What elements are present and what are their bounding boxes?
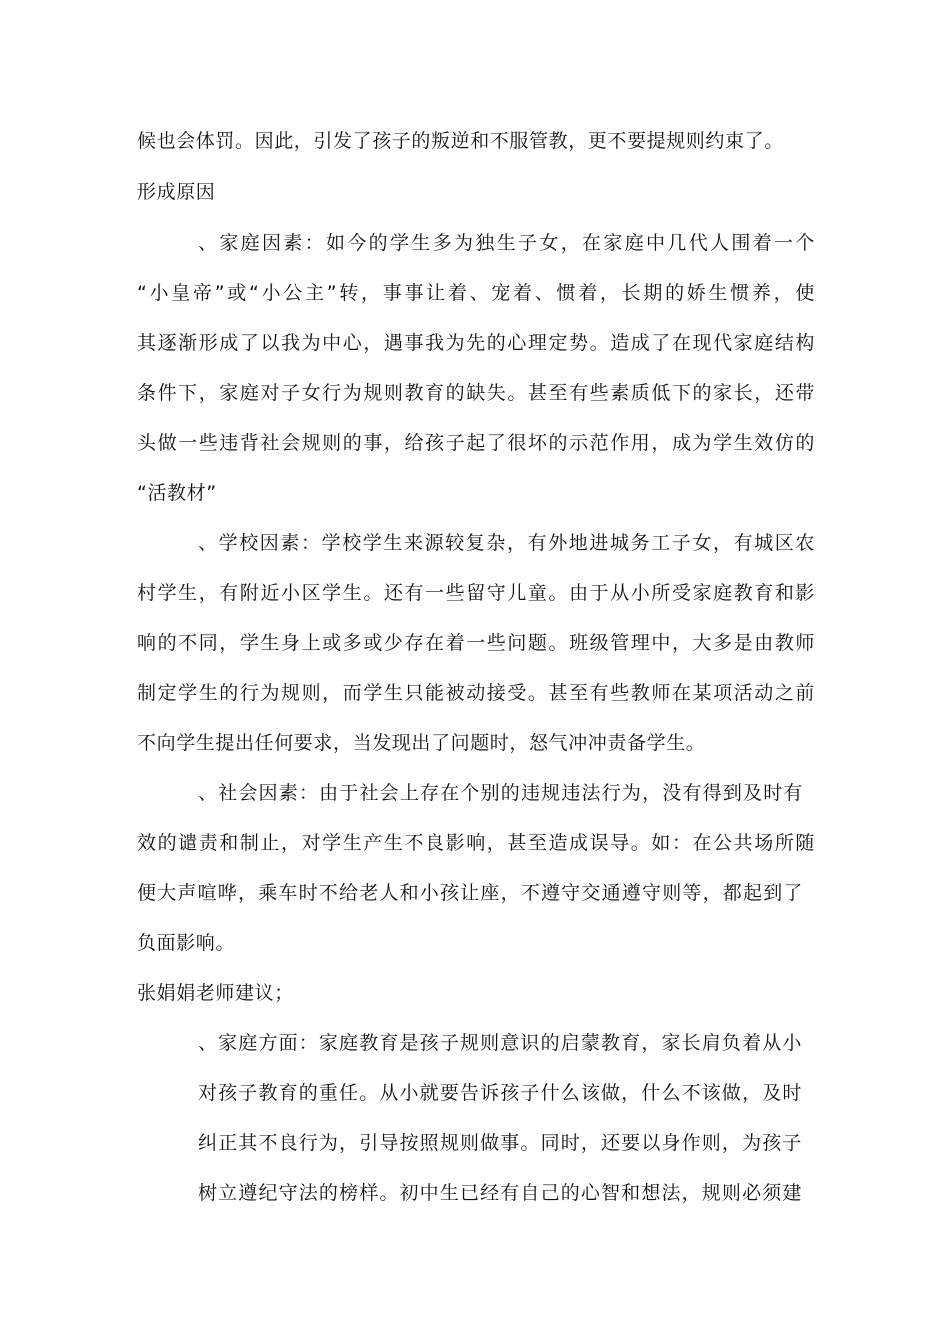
text-line: “活教材” [137,482,217,504]
text-line: 村学生，有附近小区学生。还有一些留守儿童。由于从小所受家庭教育和影 [137,582,815,604]
text-line: 、学校因素：学校学生来源较复杂，有外地进城务工子女，有城区农 [198,532,815,554]
text-line: 树立遵纪守法的榜样。初中生已经有自己的心智和想法，规则必须建 [198,1182,802,1204]
text-line: 头做一些违背社会规则的事，给孩子起了很坏的示范作用，成为学生效仿的 [137,432,815,454]
text-line: 效的谴责和制止，对学生产生不良影响，甚至造成误导。如：在公共场所随 [137,832,815,854]
section-heading: 形成原因 [137,181,216,203]
text-line: 其逐渐形成了以我为中心，遇事我为先的心理定势。造成了在现代家庭结构 [137,332,815,354]
text-line: 纠正其不良行为，引导按照规则做事。同时，还要以身作则，为孩子 [198,1132,802,1154]
section-heading: 张娟娟老师建议； [137,982,294,1004]
text-line: 、家庭方面：家庭教育是孩子规则意识的启蒙教育，家长肩负着从小 [198,1032,802,1054]
text-line: 响的不同，学生身上或多或少存在着一些问题。班级管理中，大多是由教师 [137,632,815,654]
text-line: 不向学生提出任何要求，当发现出了问题时，怒气冲冲责备学生。 [137,732,706,754]
text-line: 负面影响。 [137,932,236,954]
text-line: 条件下，家庭对子女行为规则教育的缺失。甚至有些素质低下的家长，还带 [137,382,815,404]
text-line: 、社会因素：由于社会上存在个别的违规违法行为，没有得到及时有 [198,782,803,804]
text-line: 、家庭因素：如今的学生多为独生子女，在家庭中几代人围着一个 [198,232,815,254]
text-line: 制定学生的行为规则，而学生只能被动接受。甚至有些教师在某项活动之前 [137,682,815,704]
text-line: “小皇帝”或“小公主”转，事事让着、宠着、惯着，长期的娇生惯养，使 [137,282,815,304]
text-line: 候也会体罚。因此，引发了孩子的叛逆和不服管教，更不要提规则约束了。 [137,130,784,152]
text-line: 便大声喧哗，乘车时不给老人和小孩让座，不遵守交通遵守则等，都起到了 [137,882,803,904]
text-line: 对孩子教育的重任。从小就要告诉孩子什么该做，什么不该做，及时 [198,1082,802,1104]
